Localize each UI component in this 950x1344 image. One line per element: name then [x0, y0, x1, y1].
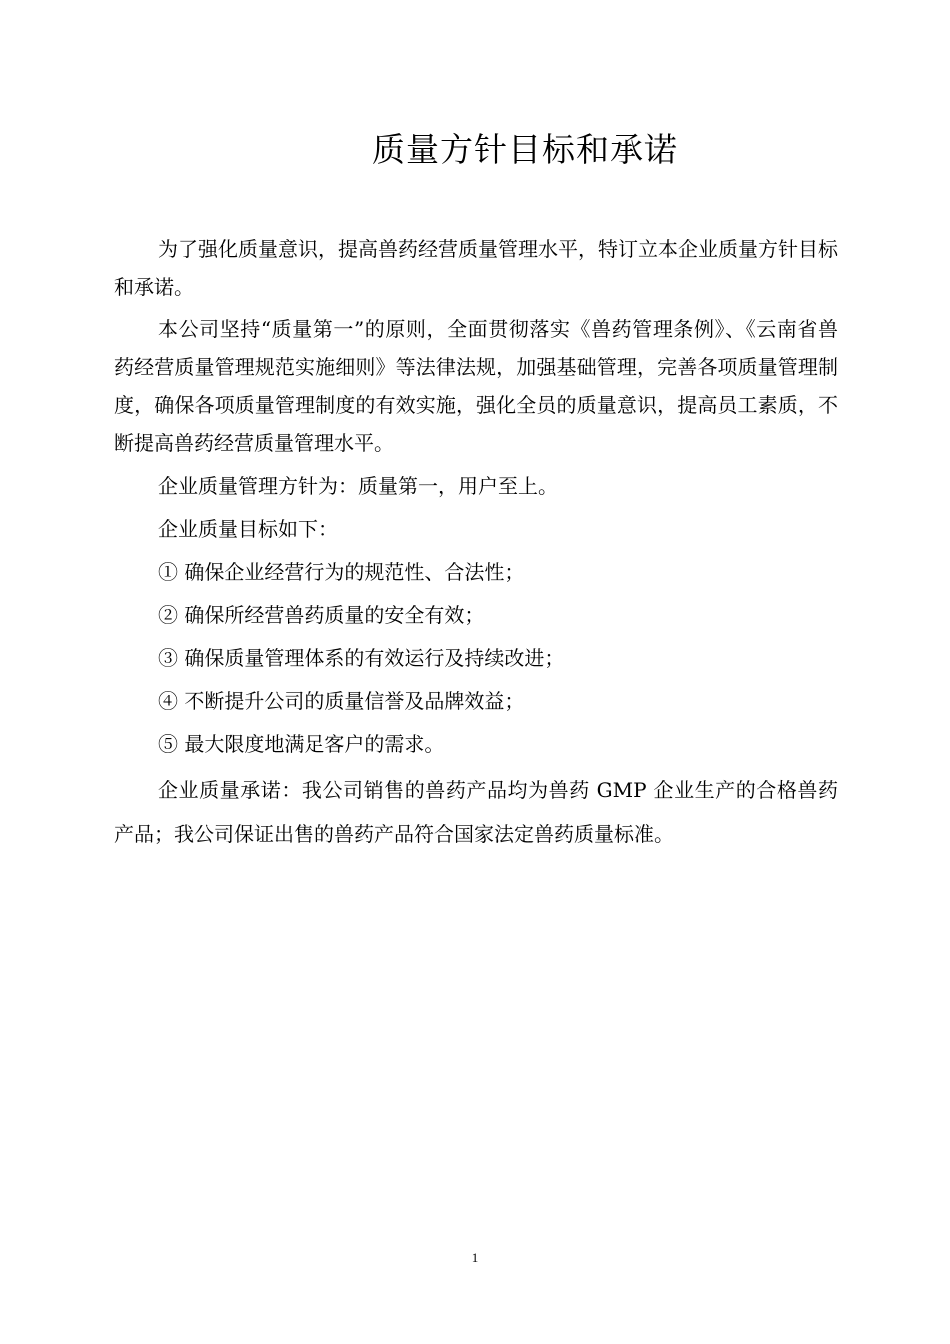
document-title: 质量方针目标和承诺 [372, 130, 678, 169]
policy-paragraph: 企业质量管理方针为：质量第一，用户至上。 [158, 474, 558, 498]
page-number: 1 [471, 1250, 479, 1265]
goal-item: ① 确保企业经营行为的规范性、合法性； [158, 560, 525, 584]
commitment-paragraph: 企业质量承诺：我公司销售的兽药产品均为兽药 GMP 企业生产的合格兽药产品；我公司保证出售的兽药产品符合国家法定兽药质量标准。 [114, 778, 838, 846]
goal-item: ② 确保所经营兽药质量的安全有效； [158, 603, 485, 627]
goals-heading: 企业质量目标如下： [158, 517, 338, 541]
document-body [114, 230, 838, 856]
intro-paragraph: 为了强化质量意识，提高兽药经营质量管理水平，特订立本企业质量方针目标和承诺。 [114, 237, 838, 299]
principle-paragraph: 本公司坚持“质量第一”的原则，全面贯彻落实《兽药管理条例》、《云南省兽药经营质量管理规范实施细则》等法律法规，加强基础管理，完善各项质量管理制度，确保各项质量管理制度的有效实施，强化全员的质量意识，提高员工素质，不断提高兽药经营质量管理水平。 [114, 317, 838, 455]
goal-item: ④ 不断提升公司的质量信誉及品牌效益； [158, 689, 525, 713]
goal-item: ⑤ 最大限度地满足客户的需求。 [158, 732, 445, 756]
goal-item: ③ 确保质量管理体系的有效运行及持续改进； [158, 646, 565, 670]
